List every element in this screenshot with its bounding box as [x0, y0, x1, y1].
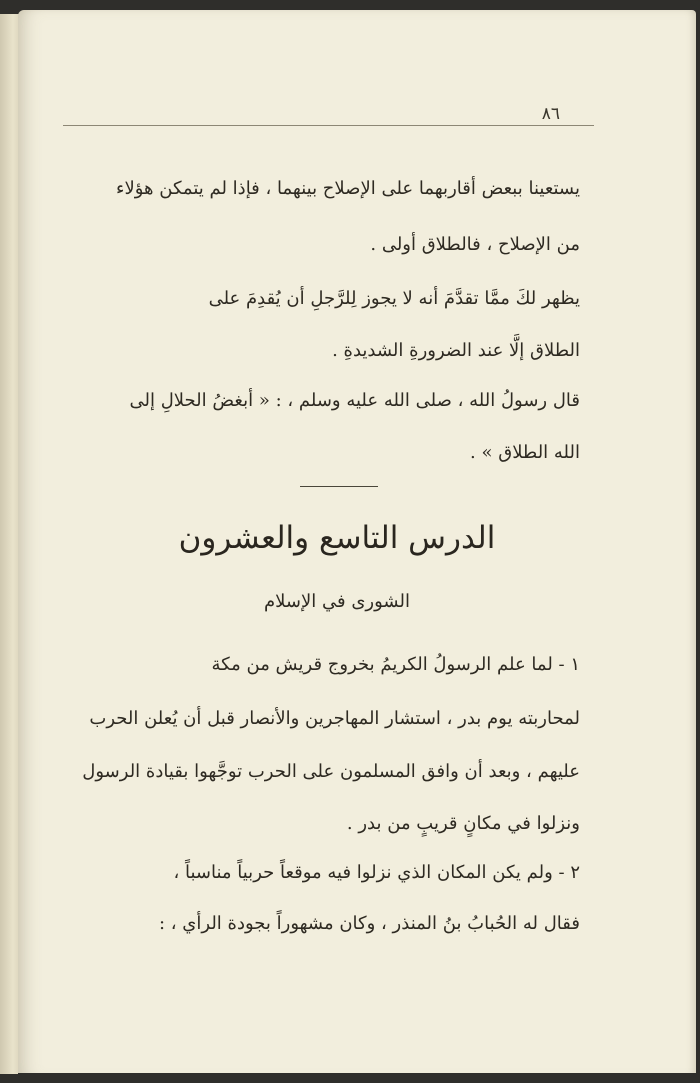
point-1-line-4: ونزلوا في مكانٍ قريبٍ من بدر . [346, 813, 580, 834]
paragraph-2-line-2: الطلاق إلَّا عند الضرورةِ الشديدةِ . [332, 340, 580, 361]
page-number: ٨٦ [541, 104, 560, 124]
point-1-line-1: ١ - لما علم الرسولُ الكريمُ بخروج قريش من مكة [211, 654, 580, 675]
paragraph-3-line-2: الله الطلاق » . [470, 442, 580, 463]
section-divider [300, 486, 378, 487]
point-2-line-2: فقال له الحُبابُ بنُ المنذر ، وكان مشهوراً بجودة الرأي ، : [158, 913, 580, 934]
header-rule [63, 125, 594, 126]
point-1-line-3: عليهم ، وبعد أن وافق المسلمون على الحرب توجَّهوا بقيادة الرسول [82, 761, 580, 782]
paragraph-3-line-1: قال رسولُ الله ، صلى الله عليه وسلم ، : « أبغضُ الحلالِ إلى [129, 390, 580, 411]
paragraph-1-line-2: من الإصلاح ، فالطلاق أولى . [370, 234, 580, 255]
lesson-title: الدرس التاسع والعشرون [178, 520, 496, 556]
page-bottom-edge [18, 1073, 700, 1083]
paragraph-2-line-1: يظهر لكَ ممَّا تقدَّمَ أنه لا يجوز لِلرَّجلِ أن يُقدِمَ على [208, 288, 580, 309]
point-2-line-1: ٢ - ولم يكن المكان الذي نزلوا فيه موقعاً حربياً مناسباً ، [173, 862, 580, 883]
paragraph-1-line-1: يستعينا ببعض أقاربهما على الإصلاح بينهما ، فإذا لم يتمكن هؤلاء [116, 178, 580, 199]
point-1-line-2: لمحاربته يوم بدر ، استشار المهاجرين والأنصار قبل أن يُعلن الحرب [89, 708, 580, 729]
lesson-subtitle: الشورى في الإسلام [264, 591, 410, 612]
